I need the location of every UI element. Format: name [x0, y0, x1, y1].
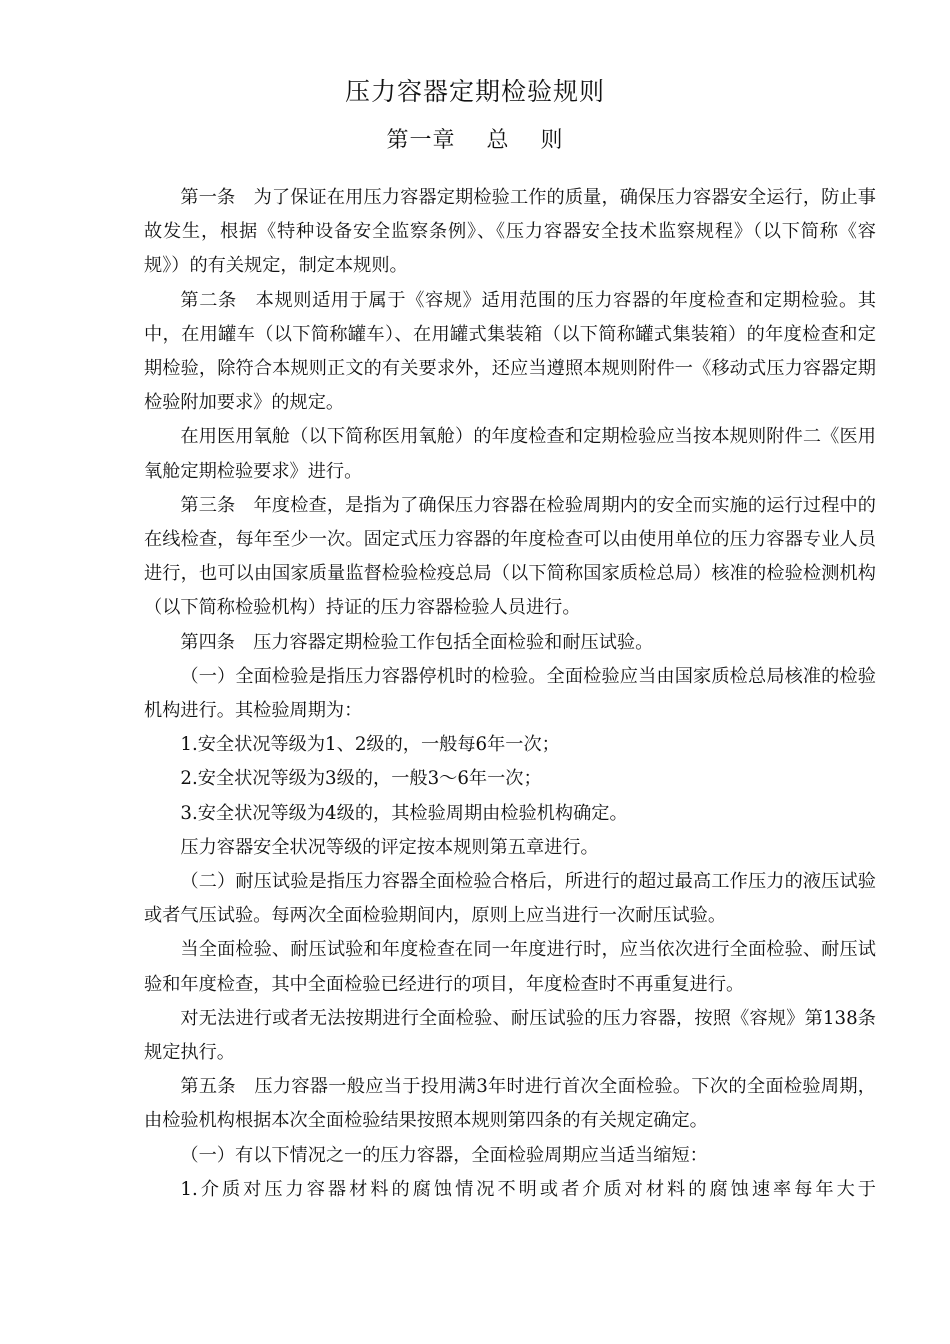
paragraph-article-3: 第三条 年度检查，是指为了确保压力容器在检验周期内的安全而实施的运行过程中的在线检查，每年至少一次。固定式压力容器的年度检查可以由使用单位的压力容器专业人员进行，也可以由国家质量监督检验检疫总局（以下简称国家质检总局）核准的检验检测机构（以下简称检验机构）持证的压力容器检验人员进行。 — [144, 494, 876, 619]
list-item-corrosion: 1.介质对压力容器材料的腐蚀情况不明或者介质对材料的腐蚀速率每年大于 — [180, 1178, 876, 1200]
paragraph-article-1: 第一条 为了保证在用压力容器定期检验工作的质量，确保压力容器安全运行，防止事故发生，根据《特种设备安全监察条例》、《压力容器安全技术监察规程》（以下简称《容规》）的有关规定，制定本规则。 — [144, 187, 876, 277]
paragraph-article-4: 第四条 压力容器定期检验工作包括全面检验和耐压试验。 — [180, 631, 654, 653]
list-item-level-1-2: 1.安全状况等级为1、2级的，一般每6年一次； — [180, 734, 560, 756]
chapter-heading: 第一章 总 则 — [386, 128, 564, 153]
paragraph-article-5: 第五条 压力容器一般应当于投用满3年时进行首次全面检验。下次的全面检验周期，由检验机构根据本次全面检验结果按照本规则第四条的有关规定确定。 — [144, 1076, 876, 1132]
paragraph-shortened-period: （一）有以下情况之一的压力容器，全面检验周期应当适当缩短： — [180, 1144, 708, 1166]
paragraph-article-138: 对无法进行或者无法按期进行全面检验、耐压试验的压力容器，按照《容规》第138条规定执行。 — [144, 1007, 876, 1064]
paragraph-full-inspection: （一）全面检验是指压力容器停机时的检验。全面检验应当由国家质检总局核准的检验机构进行。其检验周期为： — [144, 665, 876, 722]
list-item-level-3: 2.安全状况等级为3级的，一般3～6年一次； — [180, 768, 542, 790]
paragraph-article-2: 第二条 本规则适用于属于《容规》适用范围的压力容器的年度检查和定期检验。其中，在用罐车（以下简称罐车）、在用罐式集装箱（以下简称罐式集装箱）的年度检查和定期检验，除符合本规则正文的有关要求外，还应当遵照本规则附件一《移动式压力容器定期检验附加要求》的规定。 — [144, 289, 876, 414]
list-item-level-4: 3.安全状况等级为4级的，其检验周期由检验机构确定。 — [180, 802, 628, 824]
paragraph-rating-reference: 压力容器安全状况等级的评定按本规则第五章进行。 — [180, 836, 599, 858]
paragraph-same-year: 当全面检验、耐压试验和年度检查在同一年度进行时，应当依次进行全面检验、耐压试验和年度检查，其中全面检验已经进行的项目，年度检查时不再重复进行。 — [144, 939, 876, 995]
document-body — [144, 181, 876, 1207]
paragraph-oxygen-chamber: 在用医用氧舱（以下简称医用氧舱）的年度检查和定期检验应当按本规则附件二《医用氧舱定期检验要求》进行。 — [144, 426, 876, 482]
paragraph-pressure-test: （二）耐压试验是指压力容器全面检验合格后，所进行的超过最高工作压力的液压试验或者气压试验。每两次全面检验期间内，原则上应当进行一次耐压试验。 — [144, 871, 876, 927]
document-title: 压力容器定期检验规则 — [344, 77, 605, 106]
